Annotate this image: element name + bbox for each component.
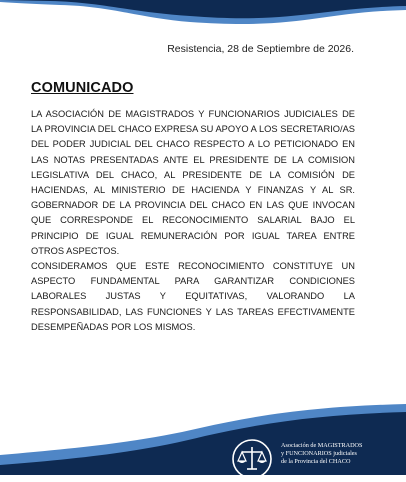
header-decoration (0, 0, 406, 40)
document-title: COMUNICADO (31, 80, 134, 96)
org-name-line: y FUNCIONARIOS judiciales (281, 450, 357, 457)
org-name-line: Asociación de MAGISTRADOS (281, 442, 363, 449)
document-body (31, 107, 355, 335)
body-paragraph: LA ASOCIACIÓN DE MAGISTRADOS Y FUNCIONARIOS JUDICIALES DE LA PROVINCIA DEL CHACO EXPRESA SU APOYO A LOS SECRETARIO/AS DEL PODER JUDICIAL DEL CHACO RESPECTO A LO PETICIONADO EN LAS NOTAS PRESENTADAS ANTE EL PRESIDENTE DE LA COMISION LEGISLATIVA DEL CHACO, AL PRESIDENTE DE LA COMISIÓN DE HACIENDAS, AL MINISTERIO DE HACIENDA Y FINANZAS Y AL SR. GOBERNADOR DE LA PROVINCIA DEL CHACO EN LAS QUE INVOCAN QUE CORRESPONDE EL RECONOCIMIENTO SALARIAL BAJO EL PRINCIPIO DE IGUAL REMUNERACIÓN POR IGUAL TAREA ENTRE OTROS ASPECTOS. (31, 109, 355, 256)
document-date: Resistencia, 28 de Septiembre de 2026. (167, 43, 354, 55)
scales-of-justice-icon (229, 436, 275, 482)
organization-name (281, 442, 401, 466)
body-paragraph: CONSIDERAMOS QUE ESTE RECONOCIMIENTO CONSTITUYE UN ASPECTO FUNDAMENTAL PARA GARANTIZAR CONDICIONES LABORALES JUSTAS Y EQUITATIVAS, VALORANDO LA RESPONSABILIDAD, LAS FUNCIONES Y LAS TAREAS EFECTIVAMENTE DESEMPEÑADAS POR LOS MISMOS. (31, 261, 355, 332)
org-name-line: de la Provincia del CHACO (281, 458, 351, 465)
